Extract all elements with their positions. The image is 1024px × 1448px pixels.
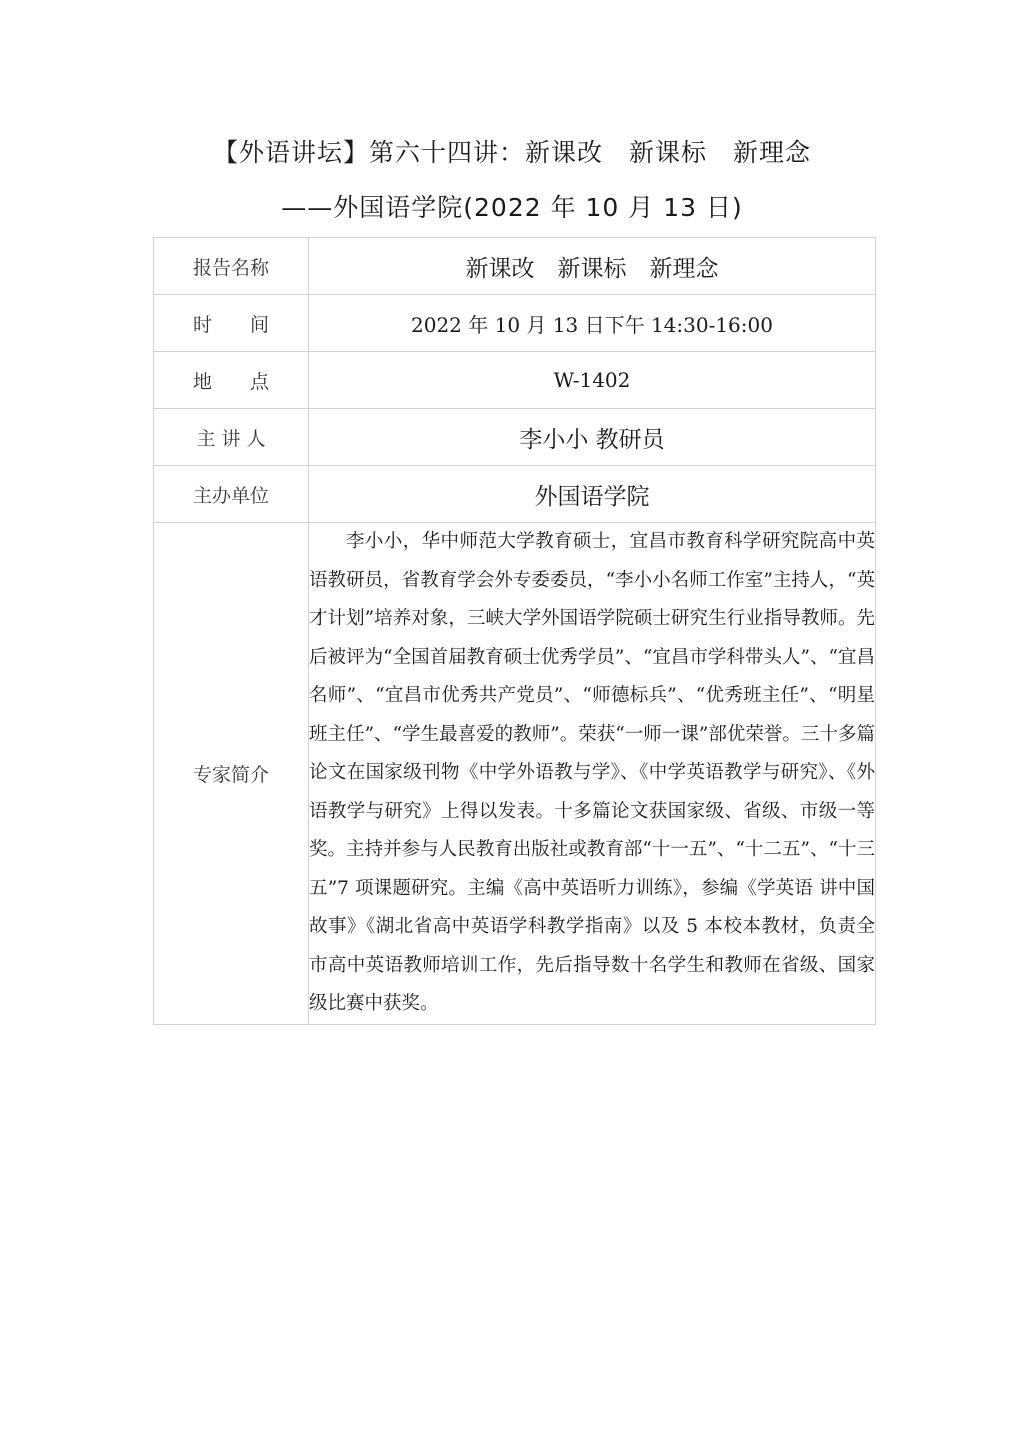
organizer-label: 主办单位 [154, 466, 309, 523]
table-row-bio [154, 523, 876, 1025]
time-label: 时 间 [154, 295, 309, 352]
bio-text: 李小小，华中师范大学教育硕士，宜昌市教育科学研究院高中英语教研员，省教育学会外专委委员，“李小小名师工作室”主持人，“英才计划”培养对象，三峡大学外国语学院硕士研究生行业指导教师。先后被评为“全国首届教育硕士优秀学员”、“宜昌市学科带头人”、“宜昌名师”、“宜昌市优秀共产党员”、“师德标兵”、“优秀班主任”、“明星班主任”、“学生最喜爱的教师”。荣获“一师一课”部优荣誉。三十多篇论文在国家级刊物《中学外语教与学》、《中学英语教学与研究》、《外语教学与研究》上得以发表。十多篇论文获国家级、省级、市级一等奖。主持并参与人民教育出版社或教育部“十一五”、“十二五”、“十三五”7 项课题研究。主编《高中英语听力训练》，参编《学英语 讲中国故事》《湖北省高中英语学科教学指南》以及 5 本校本教材，负责全市高中英语教师培训工作，先后指导数十名学生和教师在省级、国家级比赛中获奖。 [309, 523, 876, 1025]
table-row-speaker [154, 409, 876, 466]
table-row-organizer [154, 466, 876, 523]
bio-label: 专家简介 [154, 523, 309, 1025]
lecture-info-table [153, 237, 876, 1025]
table-row-time [154, 295, 876, 352]
table-row-report-name [154, 238, 876, 295]
report-name-label: 报告名称 [154, 238, 309, 295]
organizer-value: 外国语学院 [309, 466, 876, 523]
speaker-label: 主 讲 人 [154, 409, 309, 466]
time-value: 2022 年 10 月 13 日下午 14:30-16:00 [309, 295, 876, 352]
speaker-value: 李小小 教研员 [309, 409, 876, 466]
location-label: 地 点 [154, 352, 309, 409]
document-subtitle: ——外国语学院(2022 年 10 月 13 日) [281, 193, 743, 222]
location-value: W-1402 [309, 352, 876, 409]
table-row-location [154, 352, 876, 409]
report-name-value: 新课改 新课标 新理念 [309, 238, 876, 295]
document-title: 【外语讲坛】第六十四讲：新课改 新课标 新理念 [212, 138, 811, 167]
